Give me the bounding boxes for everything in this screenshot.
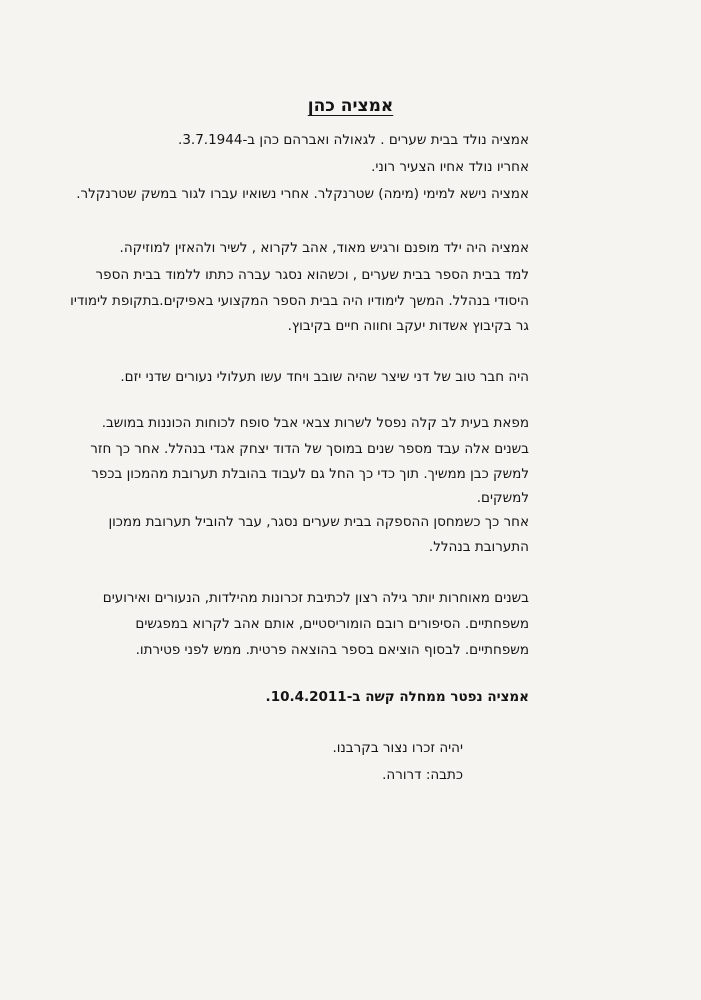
career-line-4: למשקים. (476, 490, 529, 506)
memorial-line: יהיה זכרו נצור בקרבנו. (332, 740, 463, 756)
career-line-3: למשק כבן ממשיך. תוך כדי כך החל גם לעבוד בהובלת תערובת מהמכון בכפר (91, 466, 529, 482)
career-line-1: מפאת בעית לב קלה נפסל לשרות צבאי אבל סופח לכוחות הכוננות במושב. (101, 415, 529, 431)
birth-line-2: אחריו נולד אחיו הצעיר רוני. (371, 159, 529, 175)
career-line-6: התערובת בנהלל. (428, 539, 529, 555)
birth-line-1: אמציה נולד בבית שערים . לגאולה ואברהם כהן ב-3.7.1944. (178, 132, 529, 148)
childhood-line-1: אמציה היה ילד מופנם ורגיש מאוד, אהב לקרוא , לשיר ולהאזין למוזיקה. (119, 240, 529, 256)
friendship-line-1: היה חבר טוב של דני שיצר שהיה שובב ויחד עשו תעלולי נעורים שדני יזם. (120, 369, 529, 385)
career-line-5: אחר כך כשמחסן ההספקה בבית שערים נסגר, עבר להוביל תערובת ממכון (108, 514, 529, 530)
memoir-line-3: משפחתיים. לבסוף הוציאם בספר בהוצאה פרטית. ממש לפני פטירתו. (135, 642, 529, 658)
childhood-line-4: גר בקיבוץ אשדות יעקב וחווה חיים בקיבוץ. (287, 318, 529, 334)
memoir-line-2: משפחתיים. הסיפורים רובם הומוריסטיים, אותם אהב לקרוא במפגשים (135, 616, 529, 632)
birth-line-3: אמציה נישא למימי (מימה) שטרנקלר. אחרי נשואיו עברו לגור במשק שטרנקלר. (76, 186, 529, 202)
memoir-line-1: בשנים מאוחרות יותר גילה רצון לכתיבת זכרונות מהילדות, הנעורים ואירועים (102, 590, 529, 606)
childhood-line-3: היסודי בנהלל. המשך לימודיו היה בבית הספר המקצועי באפיקים.בתקופת לימודיו (70, 293, 529, 309)
childhood-line-2: למד בבית הספר בבית שערים , וכשהוא נסגר עברה כתתו ללמוד בבית הספר (95, 267, 529, 283)
career-line-2: בשנים אלה עבד מספר שנים במוסך של הדוד יצחק אגדי בנהלל. אחר כך חזר (90, 441, 529, 457)
death-line-1: אמציה נפטר ממחלה קשה ב-10.4.2011. (265, 689, 529, 705)
signature-line: כתבה: דרורה. (382, 767, 463, 783)
document-title: אמציה כהן (307, 96, 394, 116)
